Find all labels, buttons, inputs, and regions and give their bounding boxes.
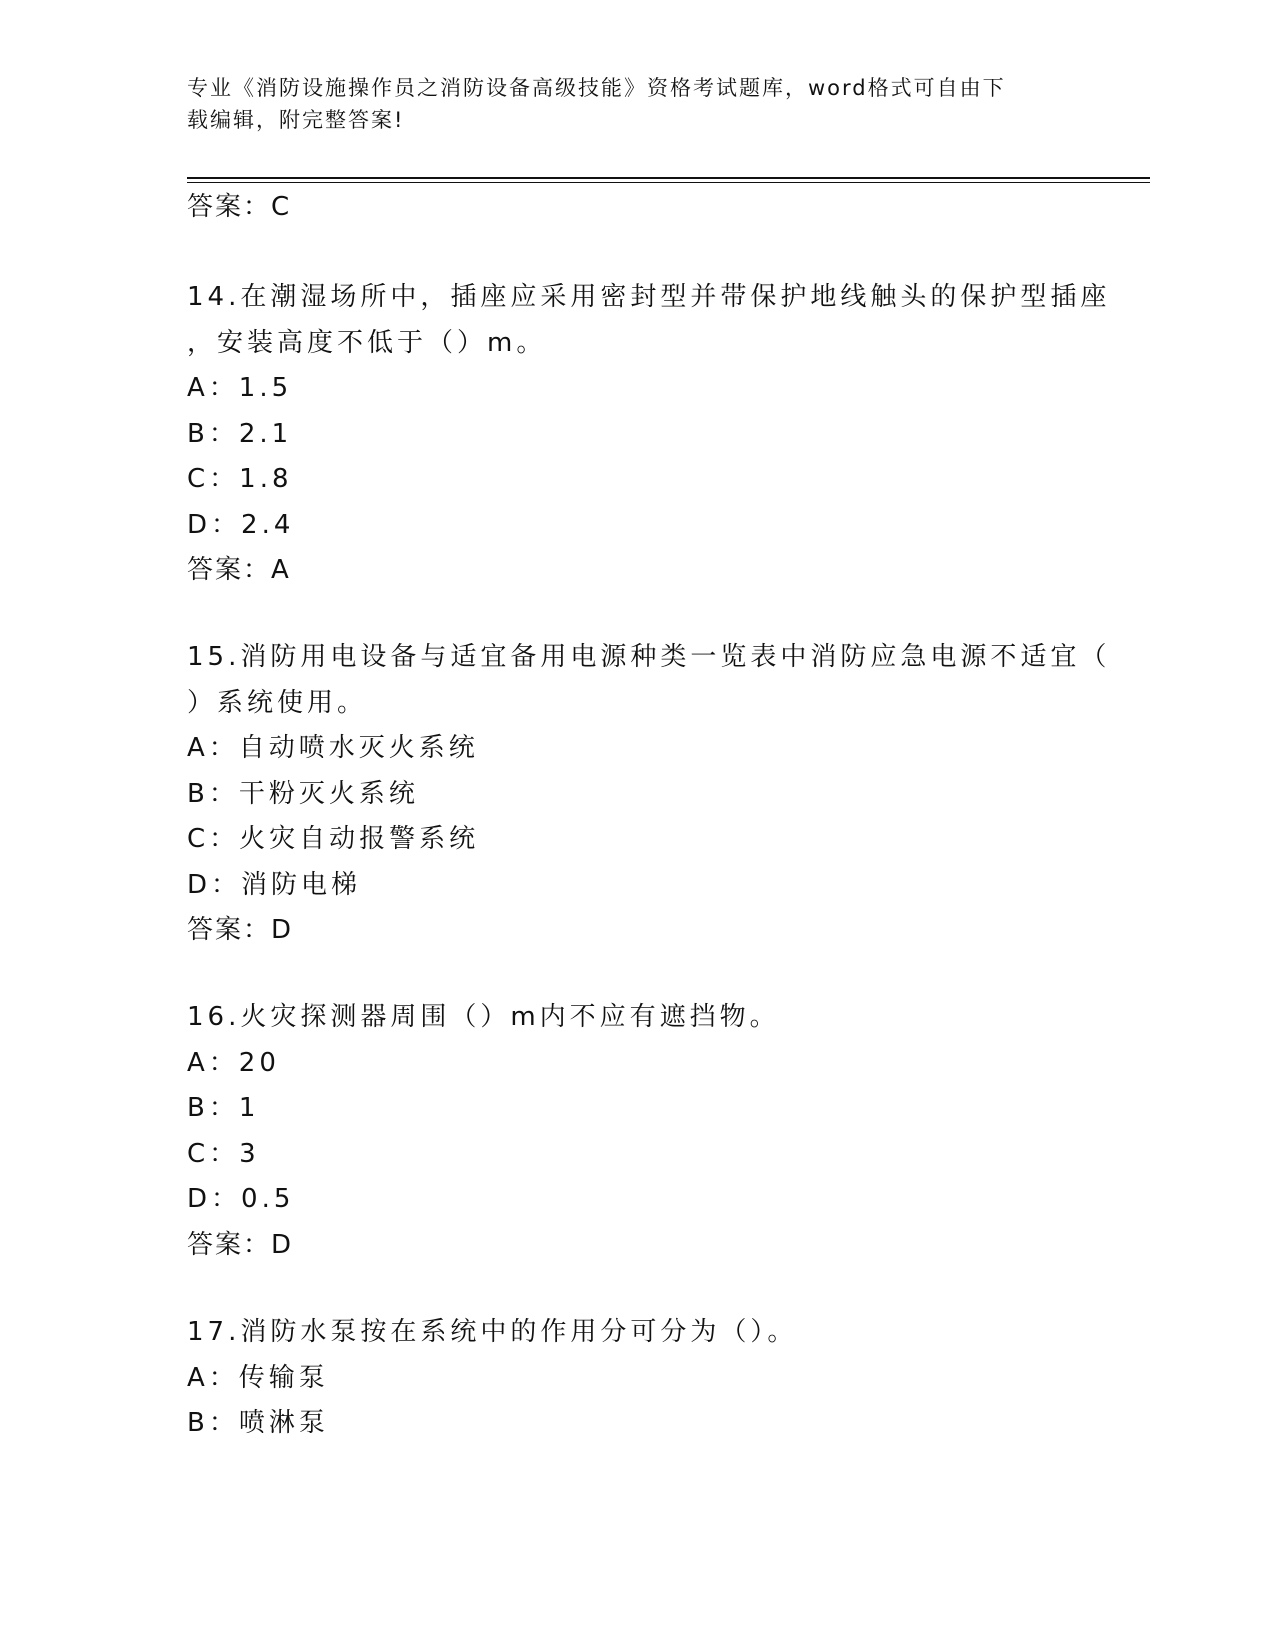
answer-label: 答案：D [187,1229,294,1260]
option-c: C：1.8 [187,464,293,494]
option-d: D：2.4 [187,509,295,540]
question-text-line: ，安装高度不低于（）m。 [187,327,547,358]
option-a: A：传输泵 [187,1362,329,1393]
question-16 [187,995,1087,1268]
question-14 [187,275,1111,594]
option-d: D：0.5 [187,1184,295,1214]
document-header [187,72,1067,136]
option-b: B：1 [187,1093,260,1123]
option-b: B：2.1 [187,418,293,449]
option-a: A：20 [187,1047,280,1078]
question-text-line: 14.在潮湿场所中，插座应采用密封型并带保护地线触头的保护型插座 [187,282,1111,312]
header-divider-thick [187,177,1150,179]
option-b: B：喷淋泵 [187,1408,329,1438]
question-15 [187,635,1111,954]
question-text-line: ）系统使用。 [187,687,368,718]
option-b: B：干粉灭火系统 [187,778,419,809]
answer-label: 答案：A [187,555,291,585]
option-a: A：1.5 [187,373,293,403]
question-text-line: 16.火灾探测器周围（）m内不应有遮挡物。 [187,1002,780,1032]
option-c: C：3 [187,1138,260,1169]
option-a: A：自动喷水灭火系统 [187,733,479,763]
previous-answer-block [187,185,1087,231]
answer-label: 答案：C [187,192,292,222]
header-divider-thin [187,182,1150,183]
question-text-line: 15.消防用电设备与适宜备用电源种类一览表中消防应急电源不适宜（ [187,642,1111,672]
question-text-line: 17.消防水泵按在系统中的作用分可分为（）。 [187,1317,798,1347]
option-d: D：消防电梯 [187,869,362,900]
header-line-1: 专业《消防设施操作员之消防设备高级技能》资格考试题库，word格式可自由下 [187,76,1006,100]
header-line-2: 载编辑，附完整答案! [187,108,405,132]
question-17 [187,1310,1087,1447]
option-c: C：火灾自动报警系统 [187,824,480,854]
answer-label: 答案：D [187,915,294,945]
